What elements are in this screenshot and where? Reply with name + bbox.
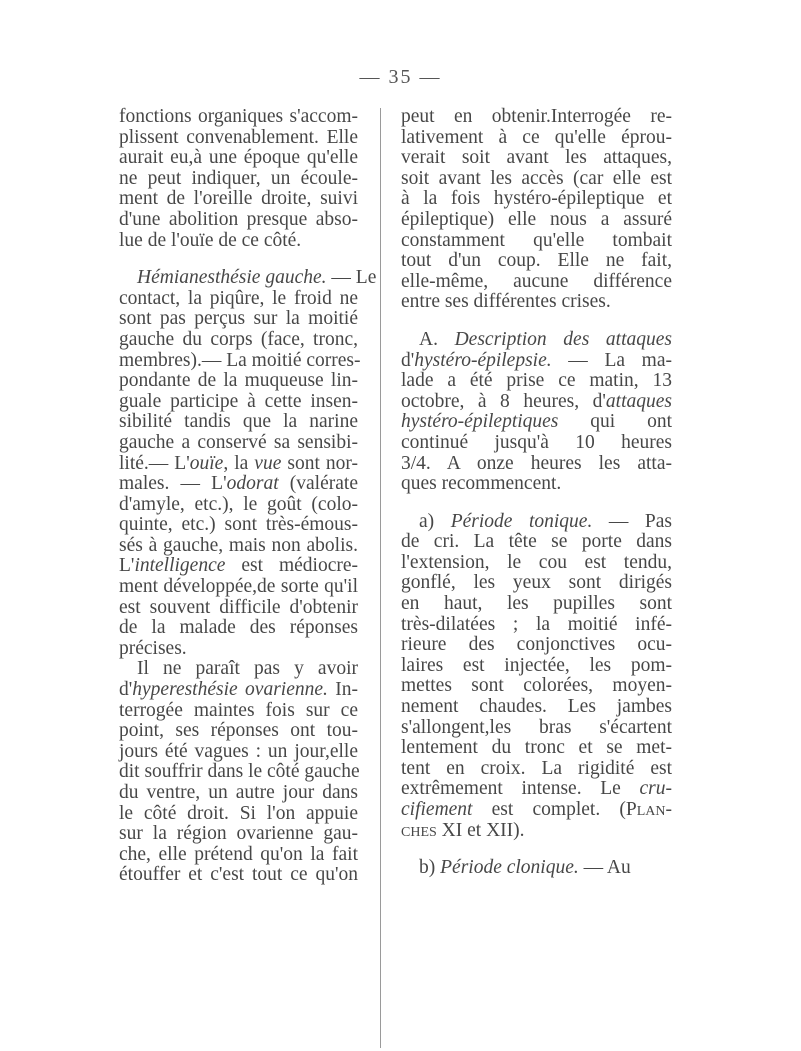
text-line: gauche du corps (face, tronc, [119, 328, 358, 350]
paragraph-gap [119, 251, 358, 268]
text-line: lade a été prise ce matin, 13 [401, 370, 672, 392]
text-line: sont pas perçus sur la moitié [119, 308, 358, 330]
text-line: à la fois hystéro-épileptique et [401, 188, 672, 210]
text-line: quinte, etc.) sont très-émous- [119, 514, 358, 536]
text-line: le côté droit. Si l'on appuie [119, 802, 358, 824]
text-line: elle-même, aucune différence [401, 270, 672, 292]
text-line: sur la région ovarienne gau- [119, 823, 358, 845]
text-line: d'une abolition presque abso- [119, 208, 358, 230]
text-line: d'hystéro-épilepsie. — La ma- [401, 349, 672, 371]
text-line: ne peut indiquer, un écoule- [119, 167, 358, 189]
text-line: gauche a conservé sa sensibi- [119, 431, 358, 453]
text-line: de cri. La tête se porte dans [401, 531, 672, 553]
text-line: 3/4. A onze heures les atta- [401, 452, 672, 474]
left-text-column [119, 106, 377, 886]
text-line: lentement du tronc et se met- [401, 737, 672, 759]
text-line: du ventre, un autre jour dans [119, 782, 358, 803]
text-line: A. Description des attaques [419, 328, 672, 350]
text-line: guale participe à cette insen- [119, 390, 358, 412]
text-line: ment développée,de sorte qu'il [119, 576, 358, 598]
text-line: cifiement est complet. (Plan- [401, 799, 672, 820]
paragraph-gap [401, 841, 672, 858]
text-line: point, ses réponses ont tou- [119, 720, 358, 742]
text-line: rieure des conjonctives ocu- [401, 634, 672, 656]
text-line: d'amyle, etc.), le goût (colo- [119, 493, 358, 515]
text-line: L'intelligence est médiocre- [119, 555, 358, 577]
text-line: nement chaudes. Les jambes [401, 696, 672, 718]
text-line: continué jusqu'à 10 heures [401, 431, 672, 453]
text-line: laires est injectée, les pom- [401, 654, 672, 676]
text-line: l'extension, le cou est tendu, [401, 551, 672, 573]
paragraph-gap [401, 313, 672, 330]
text-line: épileptique) elle nous a assuré [401, 208, 672, 230]
text-line: Il ne paraît pas y avoir [137, 658, 358, 680]
text-line: ment de l'oreille droite, suivi [119, 188, 358, 210]
text-line: b) Période clonique. — Au [419, 857, 631, 879]
text-line: hystéro-épileptiques qui ont [401, 411, 672, 433]
text-line: Hémianesthésie gauche. — Le [137, 267, 377, 289]
paragraph-gap [401, 495, 672, 512]
text-line: dit souffrir dans le côté gauche [119, 761, 360, 783]
text-line: ques recommencent. [401, 473, 562, 495]
text-line: sibilité tandis que la narine [119, 411, 358, 433]
text-line: fonctions organiques s'accom- [119, 106, 358, 127]
text-line: tent en croix. La rigidité est [401, 757, 672, 779]
text-line: verait soit avant les attaques, [401, 147, 672, 169]
text-line: en haut, les pupilles sont [401, 593, 672, 615]
text-line: constamment qu'elle tombait [401, 229, 672, 251]
text-line: sés à gauche, mais non abolis. [119, 534, 358, 556]
text-line: est souvent difficile d'obtenir [119, 596, 358, 618]
text-line: s'allongent,les bras s'écartent [401, 716, 672, 738]
text-line: contact, la piqûre, le froid ne [119, 287, 358, 309]
text-line: che, elle prétend qu'on la fait [119, 843, 358, 865]
text-line: peut en obtenir.Interrogée re- [401, 106, 672, 127]
text-line: males. — L'odorat (valérate [119, 473, 358, 495]
text-line: gonflé, les yeux sont dirigés [401, 572, 672, 594]
text-line: précises. [119, 637, 187, 659]
text-line: pondante de la muqueuse lin- [119, 370, 358, 392]
text-line: aurait eu,à une époque qu'elle [119, 147, 358, 169]
text-line: étouffer et c'est tout ce qu'on [119, 864, 358, 886]
text-line: très-dilatées ; la moitié infé- [401, 613, 672, 635]
text-line: plissent convenablement. Elle [119, 126, 358, 148]
text-line: de la malade des réponses [119, 617, 358, 639]
text-line: extrêmement intense. Le cru- [401, 778, 672, 800]
text-line: octobre, à 8 heures, d'attaques [401, 390, 672, 412]
text-line: lativement à ce qu'elle éprou- [401, 126, 672, 148]
text-line: mettes sont colorées, moyen- [401, 675, 672, 697]
text-line: a) Période tonique. — Pas [419, 510, 673, 532]
text-line: jours été vagues : un jour,elle [119, 740, 358, 762]
text-line: lue de l'ouïe de ce côté. [119, 229, 302, 251]
text-line: membres).— La moitié corres- [119, 349, 361, 371]
text-line: d'hyperesthésie ovarienne. In- [119, 679, 358, 701]
text-line: entre ses différentes crises. [401, 291, 611, 313]
page-number: — 35 — [359, 66, 442, 88]
text-line: tout d'un coup. Elle ne fait, [401, 250, 672, 272]
text-line: ches XI et XII). [401, 819, 525, 841]
text-line: lité.— L'ouïe, la vue sont nor- [119, 452, 358, 474]
text-line: terrogée maintes fois sur ce [119, 699, 358, 721]
column-divider [380, 108, 381, 1048]
text-line: soit avant les accès (car elle est [401, 167, 672, 189]
right-text-column [401, 107, 672, 879]
